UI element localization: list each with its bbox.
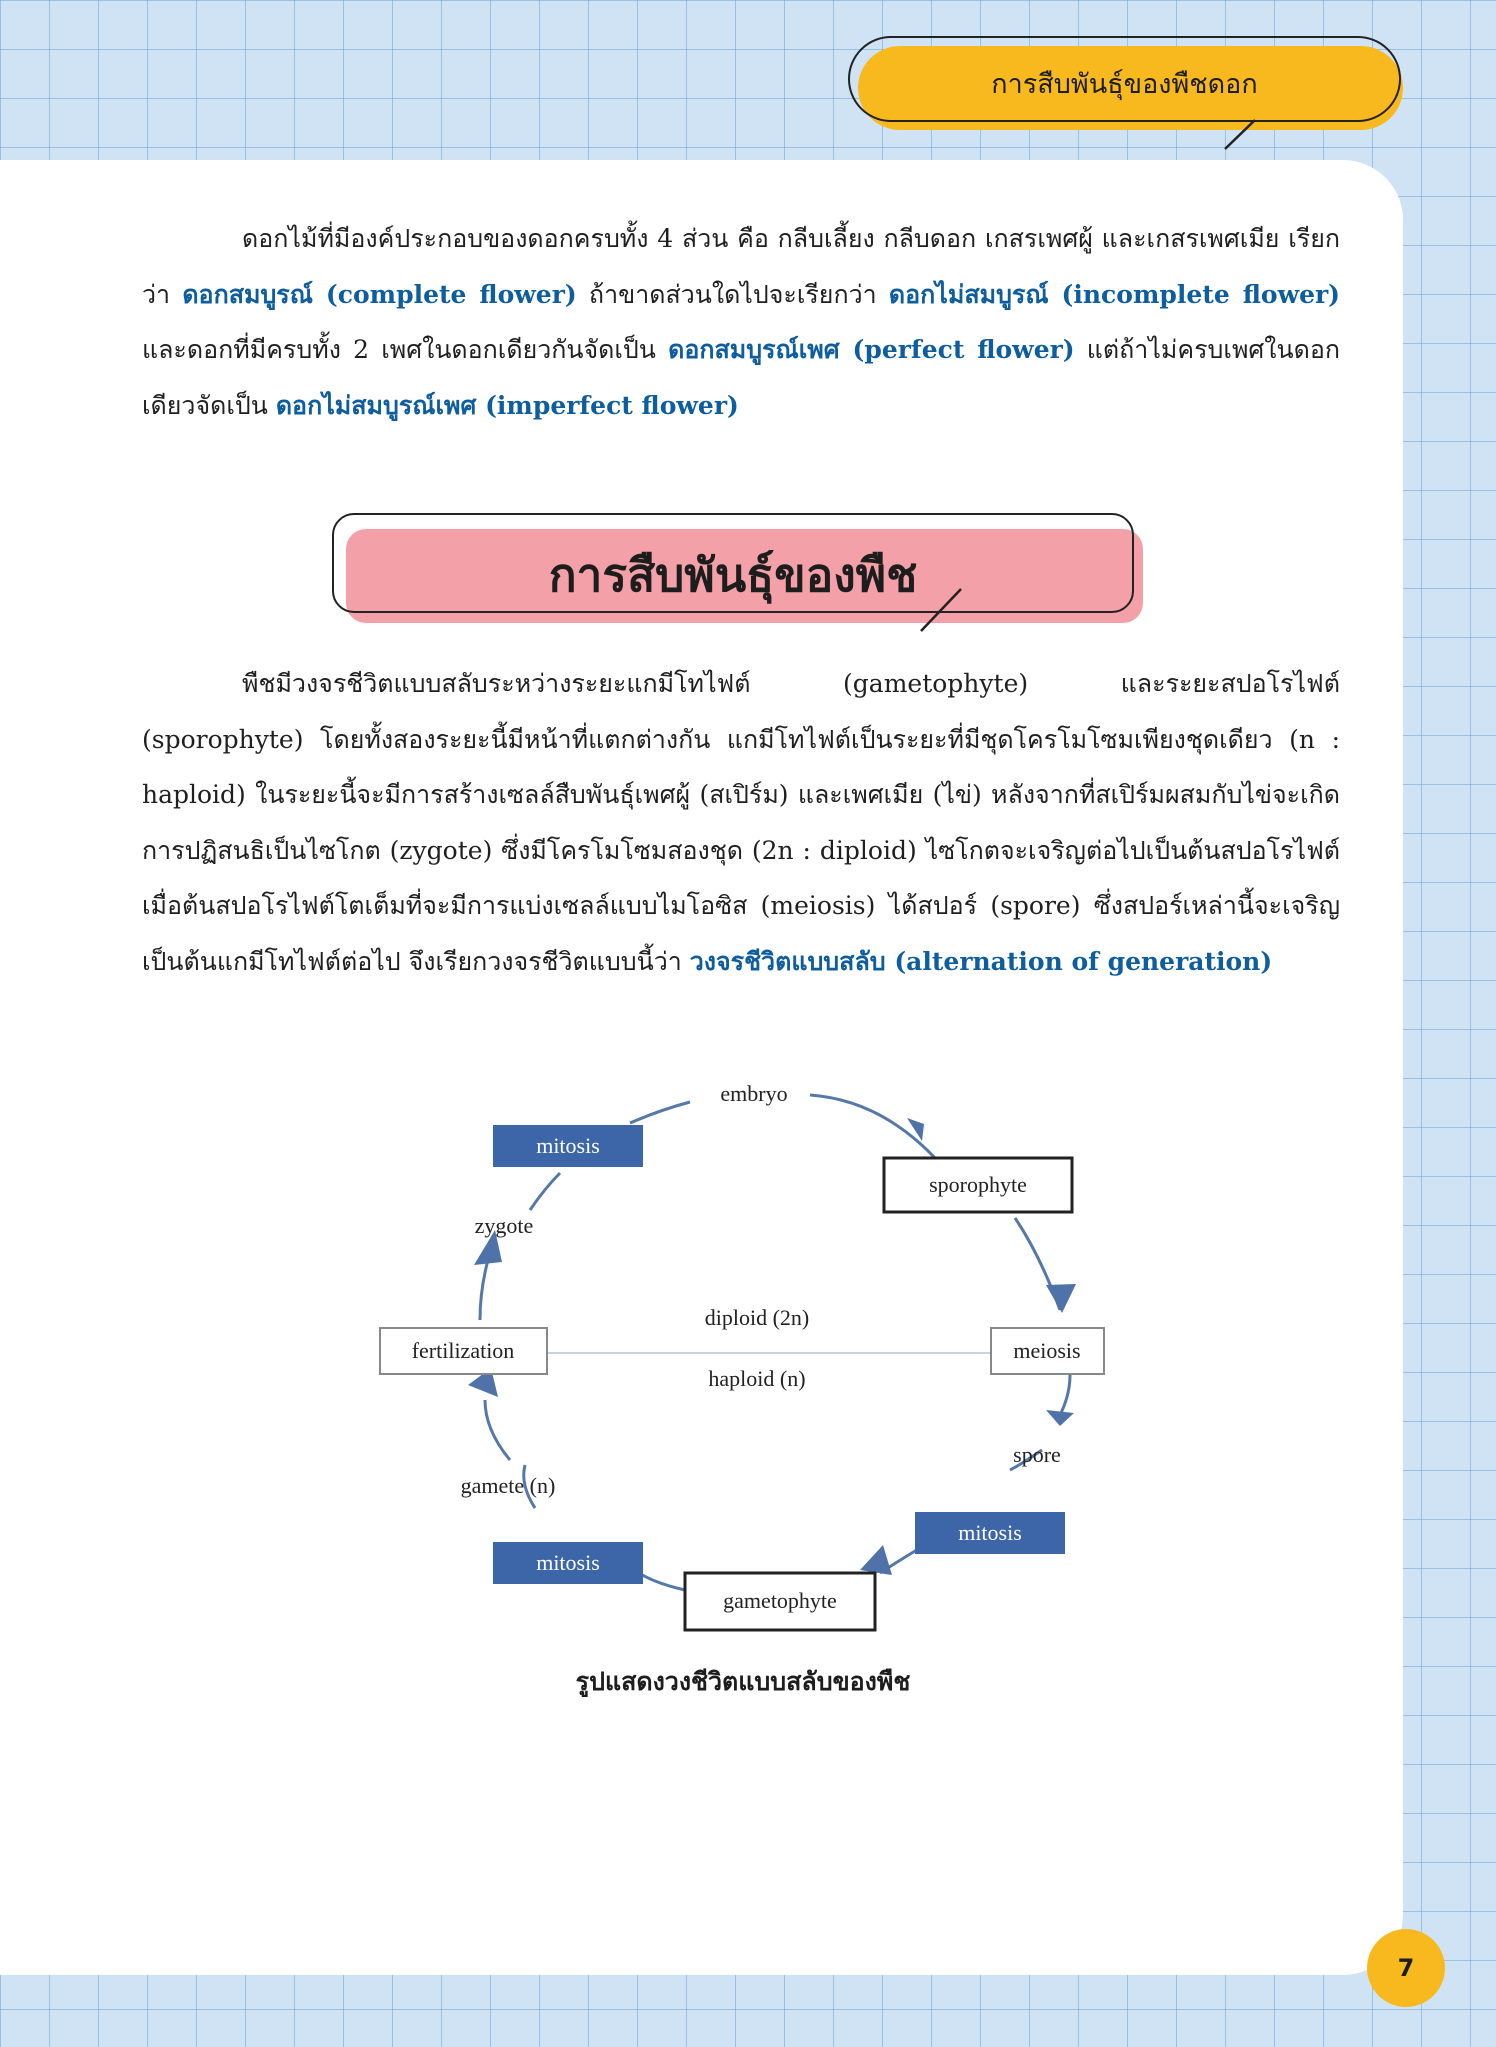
chapter-tag	[848, 36, 1403, 130]
label-mitosis-bottom-left: mitosis	[536, 1550, 600, 1575]
term-incomplete-flower: ดอกไม่สมบูรณ์	[888, 279, 1049, 309]
label-fertilization: fertilization	[411, 1338, 515, 1363]
arrow-gamete-fertilization	[485, 1400, 510, 1460]
intro-text-1: ดอกไม้ที่มีองค์ประกอบของดอกครบทั้ง 4 ส่วน คือ กลีบเลี้ยง กลีบดอก เกสรเพศผู้ และเกสรเพศเมีย เรียกว่า	[142, 224, 1340, 309]
term-perfect-flower: ดอกสมบูรณ์เพศ	[668, 335, 840, 364]
figure-caption: รูปแสดงวงชีวิตแบบสลับของพืช	[575, 1667, 911, 1696]
arrowhead-spore	[1046, 1410, 1074, 1426]
line-mitosis-embryo	[630, 1102, 690, 1123]
arrowhead-meiosis	[1046, 1284, 1076, 1313]
body-paragraph	[142, 656, 1340, 989]
term-alternation: วงจรชีวิตแบบสลับ	[689, 946, 886, 976]
term-alternation-en: (alternation of generation)	[885, 946, 1273, 976]
arrow-fertilization-zygote	[480, 1260, 488, 1320]
section-heading-tail	[918, 586, 964, 634]
label-meiosis: meiosis	[1013, 1338, 1081, 1363]
term-imperfect-flower: ดอกไม่สมบูรณ์เพศ	[275, 390, 477, 420]
label-embryo: embryo	[720, 1081, 788, 1106]
label-gametophyte: gametophyte	[723, 1588, 837, 1613]
label-gamete: gamete (n)	[460, 1473, 556, 1498]
arrow-meiosis-spore	[1060, 1375, 1070, 1415]
label-diploid: diploid (2n)	[704, 1305, 810, 1330]
body-text: พืชมีวงจรชีวิตแบบสลับระหว่างระยะแกมีโทไฟต์ (gametophyte) และระยะสปอโรไฟต์ (sporophyte) โดยทั้งสองระยะนี้มีหน้าที่แตกต่างกัน แกมีโทไฟต์เป็นระยะที่มีชุดโครโมโซมเพียงชุดเดียว (n : haploid) ในระยะนี้จะมีการสร้างเซลล์สืบพันธุ์เพศผู้ (สเปิร์ม) และเพศเมีย (ไข่) หลังจากที่สเปิร์มผสมกับไข่จะเกิดการปฏิสนธิเป็นไซโกต (zygote) ซึ่งมีโครโมโซมสองชุด (2n : diploid) ไซโกตจะเจริญต่อไปเป็นต้นสปอโรไฟต์ เมื่อต้นสปอโรไฟต์โตเต็มที่จะมีการแบ่งเซลล์แบบไมโอซิส (meiosis) ได้สปอร์ (spore) ซึ่งสปอร์เหล่านี้จะเจริญเป็นต้นแกมีโทไฟต์ต่อไป จึงเรียกวงจรชีวิตแบบนี้ว่า	[142, 669, 1340, 976]
label-haploid: haploid (n)	[708, 1366, 806, 1391]
line-zygote-mitosis	[530, 1173, 560, 1210]
life-cycle-diagram	[370, 1070, 1130, 1650]
chapter-tag-tail	[1220, 118, 1260, 152]
page-number: 7	[1367, 1929, 1445, 2007]
intro-text-3: และดอกที่มีครบทั้ง 2 เพศในดอกเดียวกันจัดเป็น	[142, 335, 669, 364]
section-heading	[332, 513, 1152, 633]
term-perfect-flower-en: (perfect flower)	[839, 335, 1075, 364]
term-complete-flower-en: (complete flower)	[312, 279, 577, 309]
label-mitosis-top-left: mitosis	[536, 1133, 600, 1158]
label-spore: spore	[1013, 1442, 1061, 1467]
term-complete-flower: ดอกสมบูรณ์	[182, 279, 313, 309]
intro-paragraph	[142, 211, 1340, 433]
intro-text-4: แต่ถ้าไม่ครบเพศในดอกเดียวจัดเป็น	[142, 335, 1340, 420]
intro-text-2: ถ้าขาดส่วนใดไปจะเรียกว่า	[576, 279, 889, 309]
label-mitosis-right: mitosis	[958, 1520, 1022, 1545]
chapter-tag-label: การสืบพันธุ์ของพืชดอก	[991, 69, 1258, 100]
section-heading-label: การสืบพันธุ์ของพืช	[548, 548, 918, 602]
label-sporophyte: sporophyte	[929, 1172, 1027, 1197]
label-zygote: zygote	[474, 1213, 534, 1238]
arrowhead-gametophyte	[860, 1545, 892, 1575]
term-incomplete-flower-en: (incomplete flower)	[1048, 279, 1340, 309]
term-imperfect-flower-en: (imperfect flower)	[476, 390, 739, 420]
